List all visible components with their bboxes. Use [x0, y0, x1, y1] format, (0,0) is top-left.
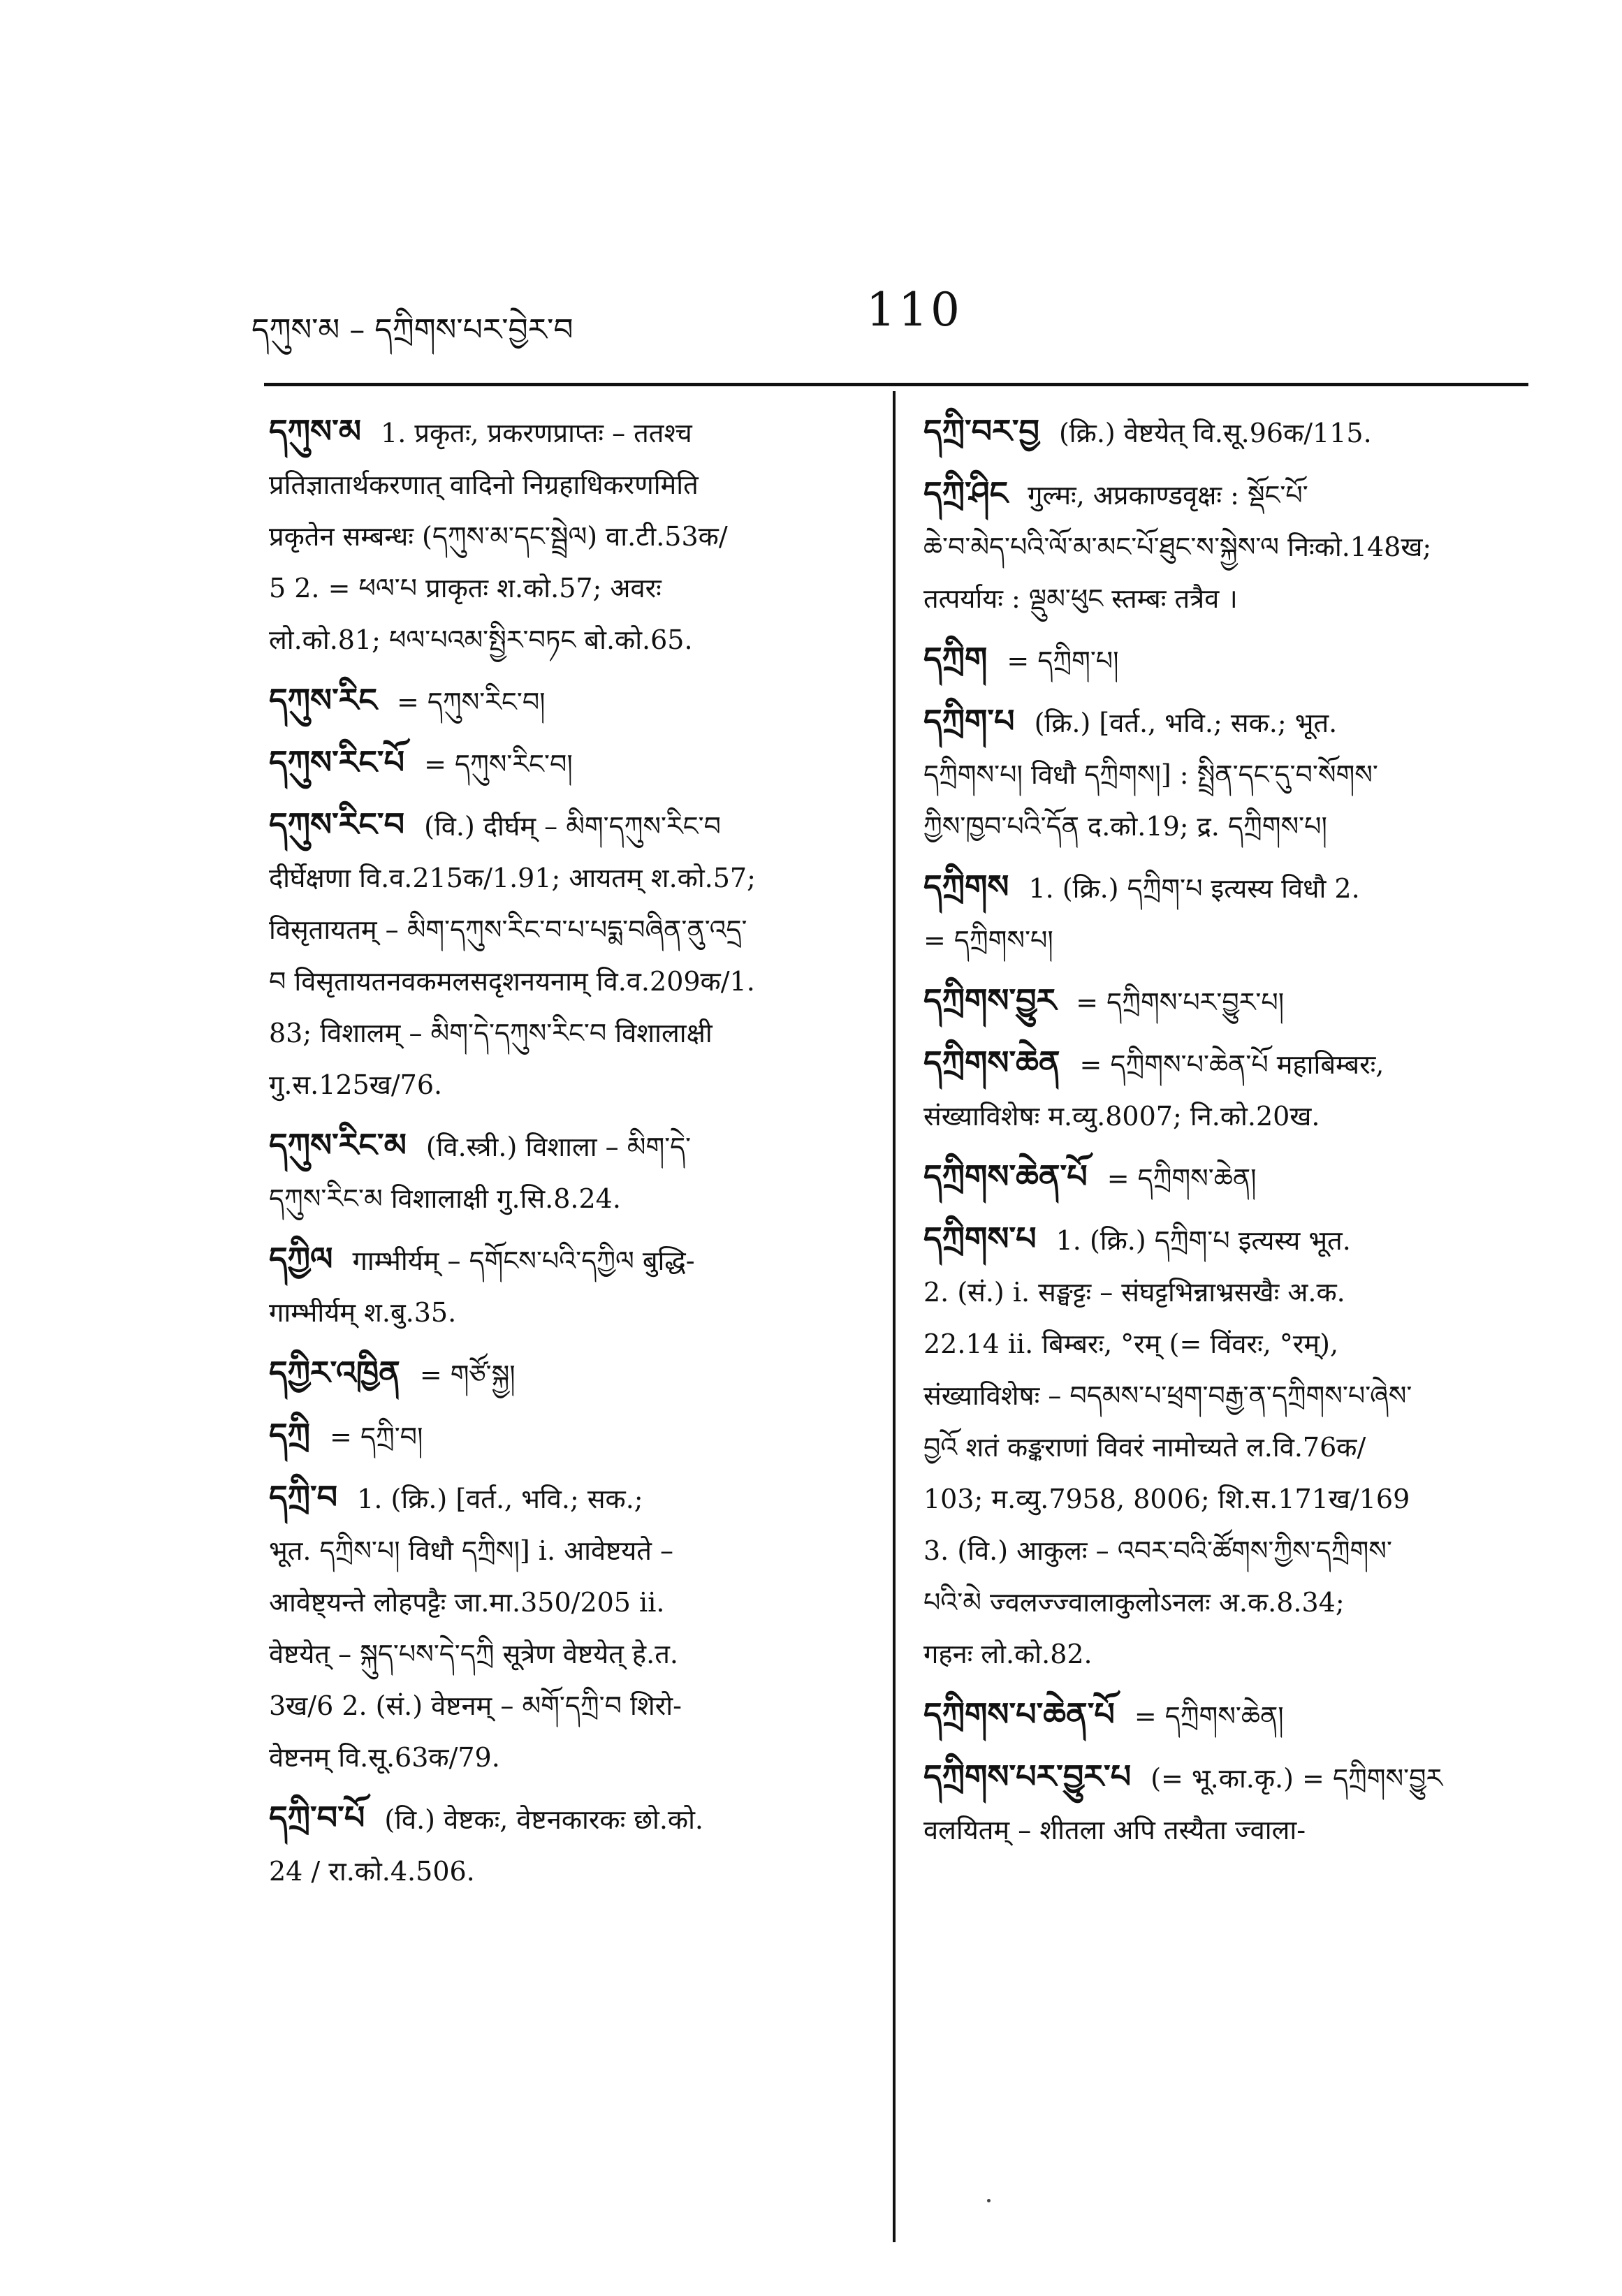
definition-text: गाम्भीर्यम् – དགོངས་པའི་དཀྱིལ बुद्धि- — [352, 1245, 695, 1276]
entry-line — [269, 511, 873, 562]
entry-line — [923, 1628, 1535, 1680]
dictionary-entry — [923, 1688, 1535, 1742]
entry-line — [923, 1150, 1535, 1204]
entry-line — [923, 633, 1535, 687]
dictionary-entry — [269, 1233, 873, 1338]
headword: དཀྲི — [269, 1416, 311, 1454]
definition-text: བྱའོ शतं कङ्कराणां विवरं नामोच्यते ल.वि.76क/ — [923, 1432, 1366, 1463]
entry-line — [269, 798, 873, 852]
headword: དཀུས་རིང — [269, 681, 377, 719]
definition-text: 1. (क्रि.) དཀྲིག་པ इत्यस्य विधौ 2. — [1028, 873, 1360, 904]
dictionary-entry — [923, 1750, 1535, 1856]
definition-text: 5 2. = ཕལ་པ प्राकृतः श.को.57; अवरः — [269, 573, 662, 604]
definition-text: (क्रि.) वेष्टयेत् वि.सू.96क/115. — [1058, 418, 1372, 448]
definition-text: 1. प्रकृतः, प्रकरणप्राप्तः – ततश्च — [381, 418, 692, 448]
dictionary-entry — [269, 1471, 873, 1783]
entry-line — [923, 1370, 1535, 1421]
right-column — [923, 405, 1535, 1864]
entry-line — [269, 1471, 873, 1525]
dictionary-entry — [269, 1792, 873, 1897]
definition-text: པའི་མེ ज्वलज्ज्वालाकुलोऽनलः अ.क.8.34; — [923, 1587, 1345, 1618]
definition-text: = དཀྲིག་པ། — [1007, 645, 1119, 676]
dictionary-entry — [269, 674, 873, 728]
definition-text: प्रकृतेन सम्बन्धः (དཀུས་མ་དང་སྦྲེལ) वा.टी.53क/ — [269, 521, 728, 552]
entry-line — [923, 1804, 1535, 1856]
entry-line — [269, 1007, 873, 1059]
headword: དཀུས་མ — [269, 412, 362, 450]
headword: དཀྲི་བར་བྱ — [923, 412, 1039, 450]
left-column — [269, 405, 873, 1906]
definition-text: संख्याविशेषः – བདམས་པ་ཕྲག་བརྒྱ་ན་དཀྲིགས་པ་ཞེས་ — [923, 1380, 1412, 1411]
dictionary-entry — [923, 1037, 1535, 1142]
entry-line — [923, 1090, 1535, 1142]
entry-line — [269, 674, 873, 728]
column-divider — [893, 391, 896, 2242]
entry-line — [269, 1577, 873, 1628]
definition-text: (वि.स्त्री.) विशाला – མིག་དེ་ — [425, 1132, 692, 1162]
definition-text: དཀུས་རིང་མ विशालाक्षी गु.सि.8.24. — [269, 1183, 621, 1214]
dictionary-entry — [923, 861, 1535, 966]
entry-line — [269, 736, 873, 790]
headword: དཀྲི་ཤིང — [923, 474, 1009, 512]
definition-text: गु.स.125ख/76. — [269, 1069, 443, 1100]
definition-text: = དཀུས་རིང་བ། — [396, 687, 546, 717]
definition-text: गाम्भीर्यम् श.बु.35. — [269, 1297, 457, 1328]
definition-text: 24 / रा.को.4.506. — [269, 1856, 475, 1887]
definition-text: लो.को.81; ཕལ་པའམ་སྤྱིར་བཏང बो.को.65. — [269, 624, 693, 655]
definition-text: भूत. དཀྲིས་པ། विधौ དཀྲིས།] i. आवेष्टयते – — [269, 1535, 674, 1566]
definition-text: प्रतिज्ञातार्थकरणात् वादिनो निग्रहाधिकरणमिति — [269, 469, 699, 500]
entry-line — [269, 405, 873, 459]
running-head: དཀུས་མ – དཀྲིགས་པར་བྱེར་བ — [251, 312, 573, 348]
entry-line — [923, 1037, 1535, 1090]
dictionary-entry — [269, 1119, 873, 1224]
definition-text: = དཀྲིགས་པ། — [923, 925, 1053, 956]
headword: དཀྲིགས་པ་ཆེན་པོ — [923, 1695, 1115, 1733]
dictionary-entry — [923, 695, 1535, 852]
headword: དཀྲིགས་བྱུར — [923, 981, 1057, 1019]
entry-line — [923, 405, 1535, 459]
entry-line — [923, 521, 1535, 573]
dictionary-entry — [923, 405, 1535, 459]
entry-line — [923, 914, 1535, 966]
entry-line — [923, 1421, 1535, 1473]
dictionary-entry — [269, 736, 873, 790]
headword: དཀྲི་བ་པོ — [269, 1799, 365, 1836]
definition-text: विसृतायतम् – མིག་དཀུས་རིང་བ་པ་པདྨ་བཞིན་ནུ་འདྲ་ — [269, 914, 747, 945]
definition-text: = གཙོ་སྐྱ། — [419, 1359, 516, 1390]
headword: དཀྲིགས — [923, 868, 1009, 905]
definition-text: 1. (क्रि.) [वर्त., भवि.; सक.; — [357, 1484, 643, 1514]
dictionary-entry — [269, 1347, 873, 1401]
entry-line — [923, 1750, 1535, 1804]
dictionary-entry — [923, 633, 1535, 687]
entry-line — [269, 459, 873, 511]
entry-line — [923, 1213, 1535, 1266]
definition-text: संख्याविशेषः म.व्यु.8007; नि.को.20ख. — [923, 1101, 1320, 1132]
headword: དཀྲིག་པ — [923, 702, 1015, 740]
entry-line — [269, 1409, 873, 1463]
definition-text: (वि.) दीर्घम् – མིག་དཀུས་རིང་བ — [424, 811, 721, 842]
definition-text: 22.14 ii. बिम्बरः, °रम् (= विंवरः, °रम्), — [923, 1329, 1339, 1359]
definition-text: वेष्टयेत् – སྐུད་པས་དེ་དཀྲི सूत्रेण वेष्टयेत् हे.त. — [269, 1639, 678, 1669]
entry-line — [269, 1680, 873, 1732]
definition-text: བ विसृतायतनवकमलसदृशनयनाम् वि.व.209क/1. — [269, 966, 755, 997]
entry-line — [923, 974, 1535, 1028]
header-rule — [264, 383, 1528, 386]
entry-line — [269, 1173, 873, 1224]
definition-text: (= भू.का.कृ.) = དཀྲིགས་བྱུར — [1150, 1763, 1443, 1794]
entry-line — [923, 467, 1535, 521]
definition-text: वलयितम् – शीतला अपि तस्यैता ज्वाला- — [923, 1815, 1306, 1845]
entry-line — [923, 695, 1535, 749]
entry-line — [923, 749, 1535, 800]
entry-line — [269, 1347, 873, 1401]
dictionary-entry — [923, 974, 1535, 1028]
definition-text: དཀྲིགས་པ། विधौ དཀྲིགས།] : སྤྲིན་དང་དུ་བ་སོགས་ — [923, 759, 1378, 790]
definition-text: वेष्टनम् वि.सू.63क/79. — [269, 1742, 500, 1773]
entry-line — [923, 800, 1535, 852]
dictionary-entry — [923, 1150, 1535, 1204]
entry-line — [923, 1318, 1535, 1370]
definition-text: ཆེ་བ་མེད་པའི་ལོ་མ་མང་པོ་ཐུང་ས་སྐྱེས་ལ निःको.148ख; — [923, 532, 1432, 562]
definition-text: (वि.) वेष्टकः, वेष्टनकारकः छो.को. — [384, 1804, 704, 1835]
entry-line — [269, 614, 873, 666]
headword: དཀྲིགས་ཆེན — [923, 1044, 1060, 1081]
entry-line — [923, 861, 1535, 914]
definition-text: 3. (वि.) आकुलः – འབར་བའི་ཚོགས་ཀྱིས་དཀྲིགས་ — [923, 1535, 1392, 1566]
headword: དཀྲིགས་པ — [923, 1220, 1037, 1257]
entry-line — [269, 852, 873, 904]
headword: དཀྱིལ — [269, 1240, 333, 1278]
entry-line — [269, 1233, 873, 1287]
definition-text: = དཀྲིགས་པ་ཆེན་པོ महाबिम्बरः, — [1079, 1049, 1384, 1080]
entry-line — [269, 1628, 873, 1680]
definition-text: 83; विशालम् – མིག་དེ་དཀུས་རིང་བ विशालाक्षी — [269, 1018, 713, 1048]
definition-text: = དཀྲིགས་པར་བྱུར་པ། — [1076, 987, 1285, 1018]
definition-text: = དཀུས་རིང་བ། — [424, 749, 573, 780]
definition-text: = དཀྲིགས་ཆེན། — [1106, 1163, 1257, 1194]
definition-text: 3ख/6 2. (सं.) वेष्टनम् – མགོ་དཀྲི་བ शिरो- — [269, 1690, 682, 1721]
headword: དཀྲིག — [923, 640, 988, 678]
definition-text: गहनः लो.को.82. — [923, 1639, 1093, 1669]
definition-text: दीर्घेक्षणा वि.व.215क/1.91; आयतम् श.को.57; — [269, 863, 756, 893]
definition-text: 1. (क्रि.) དཀྲིག་པ इत्यस्य भूत. — [1055, 1225, 1351, 1256]
definition-text: ཀྱིས་ཁྱབ་པའི་དོན द.को.19; द्र. དཀྲིགས་པ། — [923, 811, 1327, 842]
dictionary-entry — [923, 467, 1535, 624]
definition-text: (क्रि.) [वर्त., भवि.; सक.; भूत. — [1034, 708, 1338, 738]
dictionary-entry — [269, 798, 873, 1111]
entry-line — [269, 956, 873, 1007]
entry-line — [923, 1525, 1535, 1577]
entry-line — [269, 1119, 873, 1173]
headword: དཀུས་རིང་བ — [269, 805, 405, 843]
definition-text: = དཀྲི་བ། — [330, 1421, 423, 1452]
definition-text: आवेष्ट्यन्ते लोहपट्टैः जा.मा.350/205 ii. — [269, 1587, 665, 1618]
headword: དཀྲིགས་པར་བྱུར་པ — [923, 1757, 1132, 1795]
entry-line — [923, 1688, 1535, 1742]
definition-text: 103; म.व्यु.7958, 8006; शि.स.171ख/169 — [923, 1484, 1410, 1514]
headword: དཀུས་རིང་མ — [269, 1126, 407, 1164]
entry-line — [269, 562, 873, 614]
dictionary-entry — [923, 1213, 1535, 1680]
page-number: 110 — [866, 283, 963, 337]
headword: དཀྲིགས་ཆེན་པོ — [923, 1157, 1088, 1195]
entry-line — [269, 1059, 873, 1111]
headword: དཀྱིར་འཁྱིན — [269, 1354, 400, 1391]
entry-line — [923, 1266, 1535, 1318]
entry-line — [923, 1473, 1535, 1525]
entry-line — [269, 1845, 873, 1897]
entry-line — [269, 1792, 873, 1845]
entry-line — [923, 573, 1535, 624]
definition-text: गुल्मः, अप्रकाण्डवृक्षः : སྡོང་པོ་ — [1028, 480, 1308, 511]
dictionary-entry — [269, 1409, 873, 1463]
definition-text: तत्पर्यायः : ལྡུམ་ཕུང स्तम्बः तत्रैव । — [923, 583, 1238, 614]
headword: དཀུས་རིང་པོ — [269, 743, 405, 781]
headword: དཀྲི་བ — [269, 1478, 338, 1516]
definition-text: 2. (सं.) i. सङ्घट्टः – संघट्टभिन्नाभ्रसखैः अ.क. — [923, 1277, 1345, 1308]
entry-line — [923, 1577, 1535, 1628]
dictionary-entry — [269, 405, 873, 666]
entry-line — [269, 1287, 873, 1338]
entry-line — [269, 904, 873, 956]
entry-line — [269, 1525, 873, 1577]
definition-text: = དཀྲིགས་ཆེན། — [1134, 1701, 1284, 1732]
entry-line — [269, 1732, 873, 1783]
footer-mark — [987, 2199, 991, 2202]
page-header — [251, 276, 1530, 353]
